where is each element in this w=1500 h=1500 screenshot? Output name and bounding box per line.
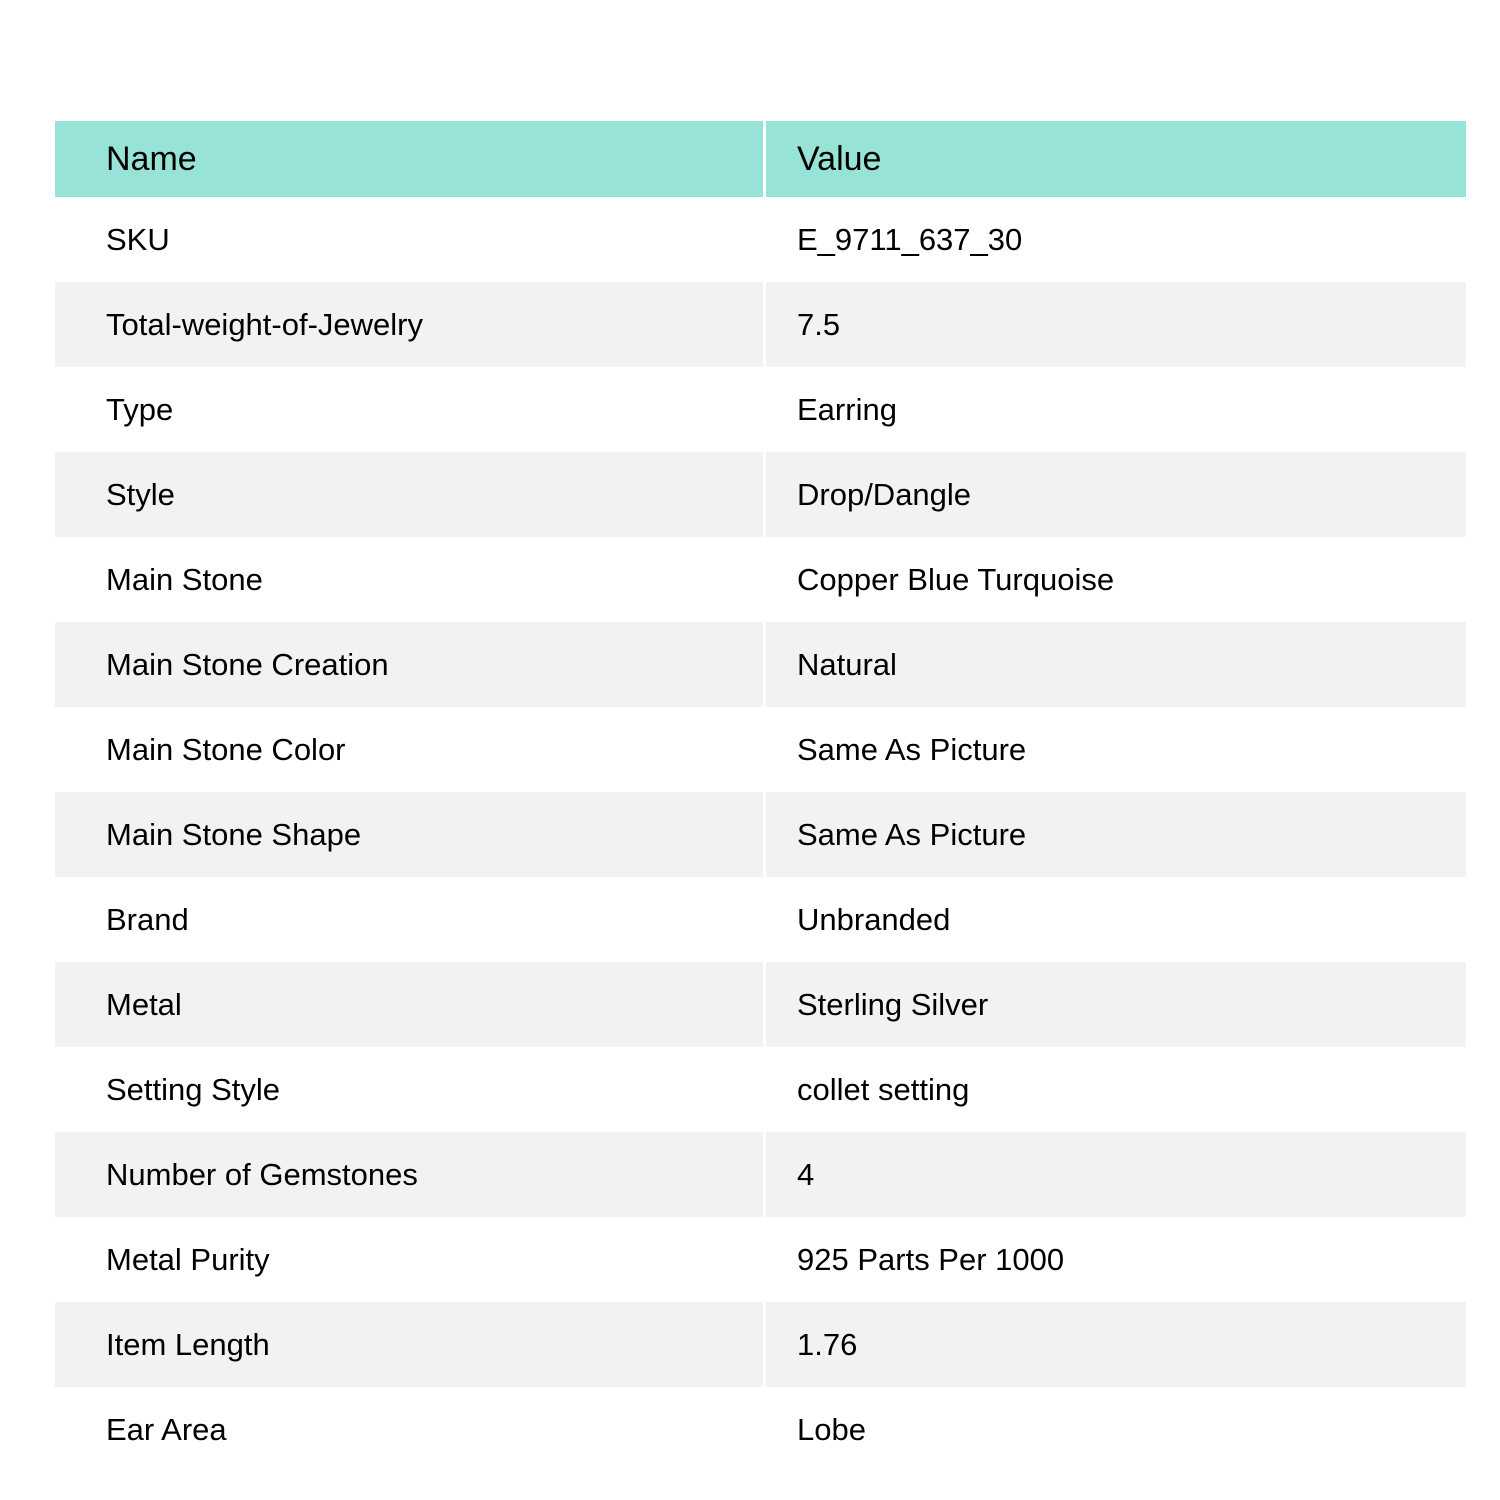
row-value: Same As Picture (797, 731, 1027, 767)
table-row (55, 1047, 1466, 1132)
row-name: Main Stone Color (55, 707, 766, 792)
row-value: 925 Parts Per 1000 (797, 1241, 1065, 1277)
row-value: Earring (797, 391, 897, 427)
table-header-row (55, 121, 1466, 197)
row-name: Brand (55, 877, 766, 962)
table-row (55, 962, 1466, 1047)
table-row (55, 622, 1466, 707)
row-name: Setting Style (55, 1047, 766, 1132)
row-name: Main Stone (55, 537, 766, 622)
row-value: Same As Picture (766, 792, 1466, 877)
table-row (55, 1302, 1466, 1387)
table-row (55, 707, 1466, 792)
table-row (55, 1132, 1466, 1217)
table-row (55, 1387, 1466, 1472)
row-name: Item Length (55, 1302, 766, 1387)
row-name: Main Stone Creation (55, 622, 766, 707)
row-value: 7.5 (766, 282, 1466, 367)
row-value: 1.76 (766, 1302, 1466, 1387)
table-row (55, 452, 1466, 537)
row-name: Metal (55, 962, 766, 1047)
table-row (55, 792, 1466, 877)
table-row (55, 197, 1466, 282)
row-name: Main Stone Shape (55, 792, 766, 877)
row-name: Number of Gemstones (55, 1132, 766, 1217)
row-value: E_9711_637_30 (797, 221, 1023, 257)
header-value: Value (766, 121, 1466, 197)
row-value: collet setting (797, 1071, 970, 1107)
row-name: SKU (55, 197, 766, 282)
table-row (55, 877, 1466, 962)
row-value: Lobe (797, 1411, 866, 1447)
table-row (55, 537, 1466, 622)
table-row (55, 367, 1466, 452)
table-row (55, 282, 1466, 367)
row-value: Drop/Dangle (766, 452, 1466, 537)
header-name: Name (55, 121, 766, 197)
row-name: Ear Area (55, 1387, 766, 1472)
table-row (55, 1217, 1466, 1302)
row-name: Style (55, 452, 766, 537)
row-name: Metal Purity (55, 1217, 766, 1302)
row-value: Natural (766, 622, 1466, 707)
row-value: Copper Blue Turquoise (797, 561, 1115, 597)
row-name: Total-weight-of-Jewelry (55, 282, 766, 367)
row-value: Sterling Silver (766, 962, 1466, 1047)
spec-table (55, 121, 1466, 1472)
row-value: 4 (766, 1132, 1466, 1217)
row-name: Type (55, 367, 766, 452)
row-value: Unbranded (797, 901, 951, 937)
